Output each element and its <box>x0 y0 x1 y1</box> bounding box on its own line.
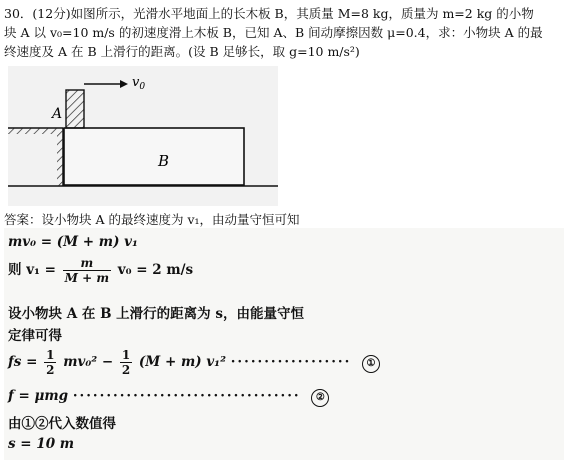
eq2-suffix: v₀ = 2 m/s <box>117 262 194 278</box>
eq-marker-2: ② <box>311 389 329 407</box>
equation-momentum: mv₀ = (M + m) v₁ <box>8 234 138 250</box>
solution-scan <box>4 228 564 460</box>
physics-diagram <box>8 66 278 206</box>
result-distance: s = 10 m <box>8 436 75 452</box>
eq2-prefix: 则 v₁ = <box>8 262 56 278</box>
eq2-denominator: M + m <box>64 271 110 285</box>
problem-line-2: 块 A 以 v₀=10 m/s 的初速度滑上木板 B，已知 A、B 间动摩擦因数 μ=0.4，求：小物块 A 的最 <box>4 25 543 40</box>
label-v0: $v_0$ <box>132 75 146 92</box>
block-a <box>66 90 84 128</box>
eq-marker-1: ① <box>362 355 380 373</box>
eq2-fraction <box>63 256 111 285</box>
problem-line-1: 30．(12分)如图所示，光滑水平地面上的长木板 B，其质量 M=8 kg，质量为 m=2 kg 的小物 <box>4 6 534 21</box>
label-a: A <box>52 106 63 122</box>
equation-final-velocity <box>8 256 193 285</box>
eq3-prefix: fs = <box>8 354 38 370</box>
eq4-text: f = μmg <box>8 388 69 404</box>
text-distance-intro: 设小物块 A 在 B 上滑行的距离为 s，由能量守恒 <box>8 306 304 322</box>
ledge-hatch <box>8 128 57 134</box>
text-energy-law: 定律可得 <box>8 328 62 344</box>
eq3-mid: mv₀² − <box>63 354 114 370</box>
eq3-suffix: (M + m) v₁² <box>138 354 227 370</box>
text-substitute: 由①②代入数值得 <box>8 416 116 432</box>
eq3-frac2-num: 1 <box>121 348 131 362</box>
equation-friction <box>8 388 329 407</box>
diagram-svg <box>8 66 278 206</box>
eq3-fraction-2 <box>120 348 132 377</box>
problem-line-3: 终速度及 A 在 B 上滑行的距离。(设 B 足够长，取 g=10 m/s²) <box>4 44 360 59</box>
answer-intro: 答案：设小物块 A 的最终速度为 v₁，由动量守恒可知 <box>4 212 300 227</box>
eq3-fraction-1 <box>44 348 56 377</box>
eq3-dots: ·················· <box>230 354 352 370</box>
eq2-numerator: m <box>63 256 111 271</box>
eq3-frac1-num: 1 <box>46 348 55 362</box>
label-b: B <box>158 152 170 170</box>
board-b <box>64 128 244 185</box>
eq4-dots: ·································· <box>72 388 301 404</box>
equation-energy <box>8 348 380 377</box>
eq3-frac2-den: 2 <box>121 363 131 377</box>
problem-statement <box>4 4 562 61</box>
velocity-arrowhead <box>120 80 128 88</box>
wall-hatch <box>57 128 63 186</box>
eq3-frac1-den: 2 <box>46 363 55 377</box>
